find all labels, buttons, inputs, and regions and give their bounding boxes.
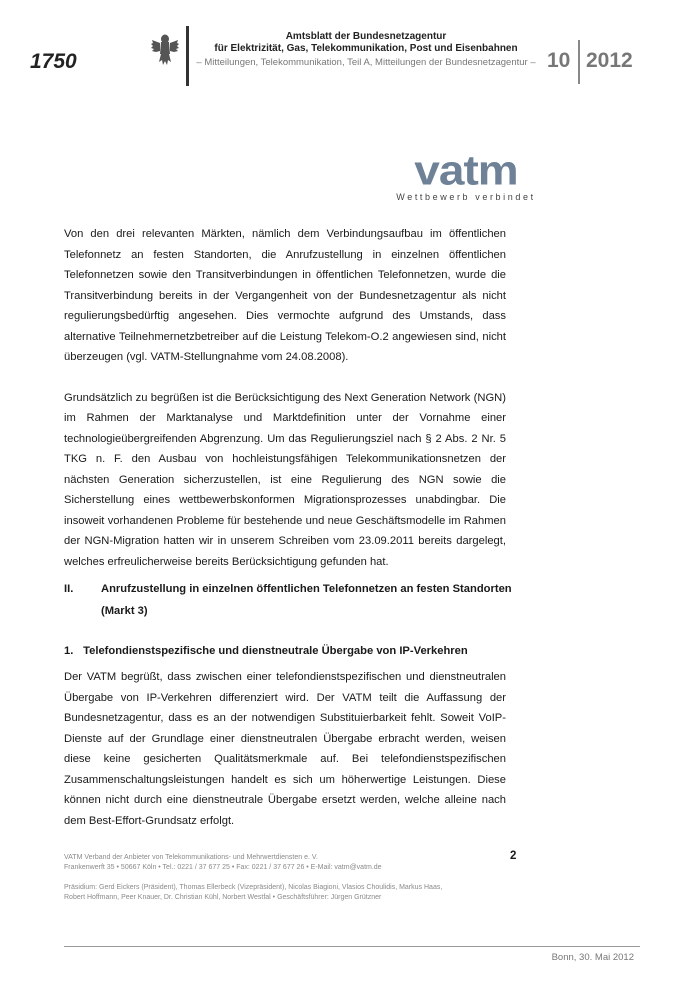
logo-tagline: Wettbewerb verbindet	[396, 192, 536, 202]
page-number: 1750	[30, 50, 77, 73]
publication-title-line2: für Elektrizität, Gas, Telekommunikation, Post und Eisenbahnen	[214, 43, 518, 54]
subsection-heading	[64, 645, 468, 657]
board-line-1: Präsidium: Gerd Eickers (Präsident), Thomas Ellerbeck (Vizepräsident), Nicolas Biagioni, Vlasios Choulidis, Markus Haas,	[64, 884, 443, 891]
subsection-body	[64, 667, 506, 831]
letter-footer	[64, 853, 494, 903]
subsection-number: 1.	[64, 645, 74, 657]
vatm-logo	[396, 146, 536, 202]
paragraph-3: Der VATM begrüßt, dass zwischen einer telefondienstspezifischen und dienstneutralen Übergabe von IP-Verkehren differenziert wird. Der VATM teilt die Auffassung der Bundesnetzagentur, dass es an der notwendigen Substituierbarkeit fehlt. Soweit VoIP-Dienste auf der Grundlage einer dienstneutralen Übergabe erbracht werden, weisen diese keine gesicherten Qualitätsmerkmale auf. Bei telefondienstspezifischen Zusammenschaltungsleistungen handelt es sich um höherwertige Leistungen. Diese können nicht durch eine dienstneutrale Übergabe ersetzt werden, welche alleine nach dem Best-Effort-Grundsatz erfolgt.	[64, 671, 506, 827]
federal-eagle-icon	[150, 32, 180, 68]
section-title: Anrufzustellung in einzelnen öffentlichen Telefonnetzen an festen Standorten (Markt 3)	[101, 583, 512, 617]
section-number: II.	[64, 583, 74, 595]
publication-subtitle: – Mitteilungen, Telekommunikation, Teil A, Mitteilungen der Bundesnetzagentur –	[196, 57, 536, 68]
publication-date: Bonn, 30. Mai 2012	[551, 952, 634, 963]
logo-wordmark: vatm	[414, 146, 518, 194]
org-address: Frankenwerft 35 • 50667 Köln • Tel.: 0221 / 37 677 25 • Fax: 0221 / 37 677 26 • E-Mail: vatm@vatm.de	[64, 864, 382, 871]
subsection-title: Telefondienstspezifische und dienstneutrale Übergabe von IP-Verkehren	[83, 645, 468, 657]
board-line-2: Robert Hoffmann, Peer Knauer, Dr. Christian Kühl, Norbert Westfal • Geschäftsführer: Jürgen Grützner	[64, 894, 382, 901]
body-text	[64, 224, 506, 572]
publication-title	[196, 31, 536, 55]
issue-number: 10	[547, 49, 571, 72]
publication-title-line1: Amtsblatt der Bundesnetzagentur	[285, 31, 447, 42]
issue-divider	[578, 40, 580, 84]
paragraph-2: Grundsätzlich zu begrüßen ist die Berücksichtigung des Next Generation Network (NGN) im Rahmen der Marktanalyse und Marktdefinition unter der Vornahme einer technologieübergreifenden Abgrenzung. Um das Regulierungsziel nach § 2 Abs. 2 Nr. 5 TKG n. F. den Ausbau von hochleistungsfähigen Telekommunikationsnetzen der nächsten Generation sicherzustellen, ist eine Regulierung des NGN sowie die Sicherstellung eines wettbewerbskonformen Migrationsprozesses unabdingbar. Die insoweit vorhandenen Probleme für bestehende und neue Geschäftsmodelle im Rahmen der NGN-Migration hatten wir in unserem Schreiben vom 23.09.2011 bereits dargelegt, welches erfreulicherweise bereits Berücksichtigung gefunden hat.	[64, 391, 506, 568]
issue-year: 2012	[586, 49, 633, 72]
paragraph-1: Von den drei relevanten Märkten, nämlich dem Verbindungsaufbau im öffentlichen Telefonnetz an festen Standorten, die Anrufzustellung in einzelnen öffentlichen Telefonnetzen sowie den Transitverbindungen in öffentlichen Telefonnetzen, wurde die Transitverbindung bereits in der Vergangenheit von der Bundesnetzagentur als nicht regulierungsbedürftig angesehen. Dies vermochte aufgrund des Umstands, dass alternative Teilnehmernetzbetreiber auf die Leistung Telekom-O.2 angewiesen sind, nicht überzeugen (vgl. VATM-Stellungnahme vom 24.08.2008).	[64, 228, 506, 363]
org-name: VATM Verband der Anbieter von Telekommunikations- und Mehrwertdiensten e. V.	[64, 854, 318, 861]
footer-rule	[64, 946, 640, 947]
header-divider	[186, 26, 189, 86]
letter-page-number: 2	[510, 850, 517, 862]
